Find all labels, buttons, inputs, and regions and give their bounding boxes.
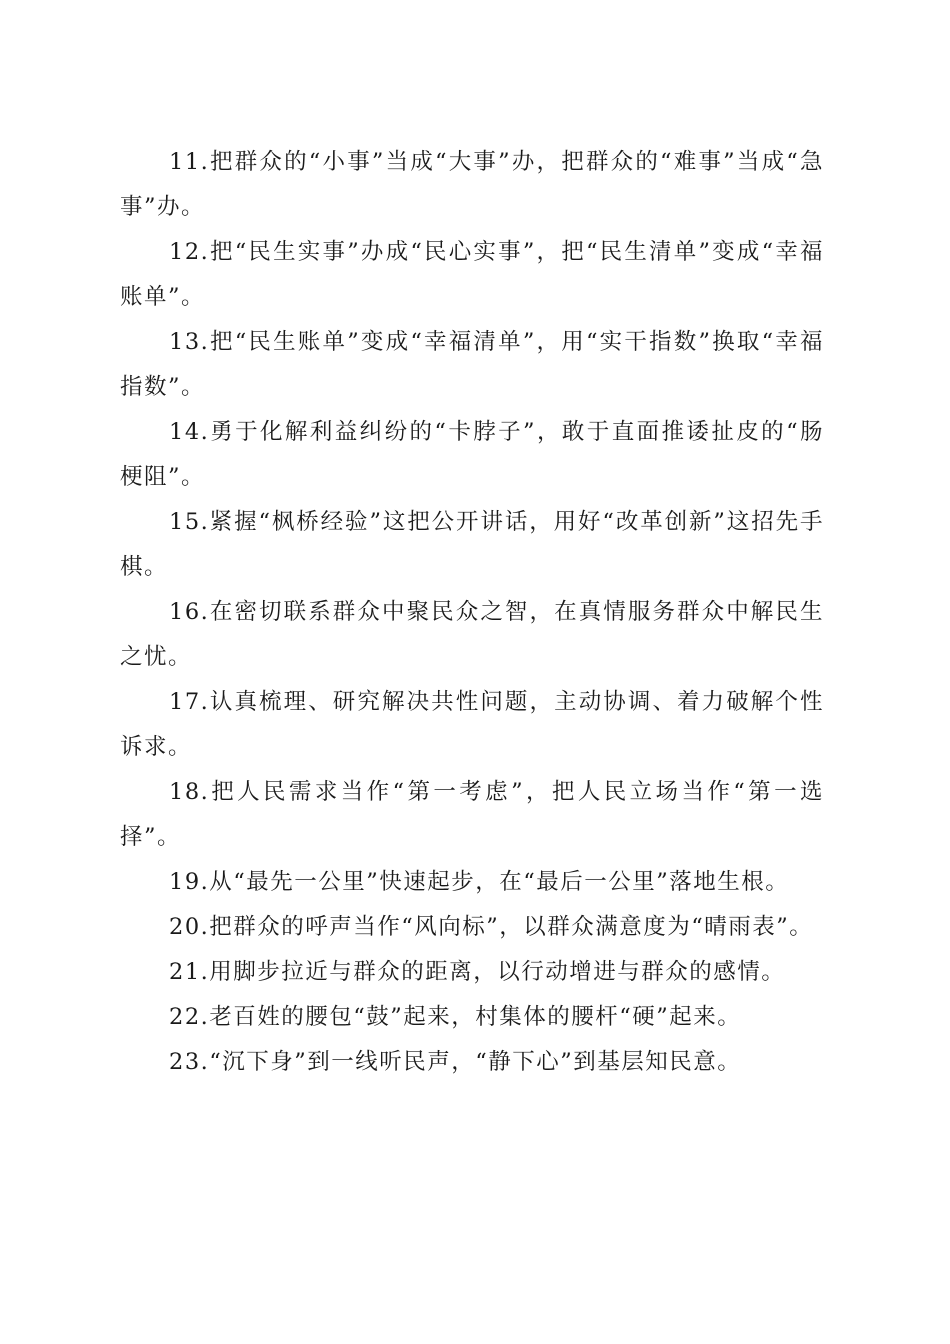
list-item-17: 17.认真梳理、研究解决共性问题，主动协调、着力破解个性诉求。 — [120, 689, 824, 760]
list-item-12: 12.把“民生实事”办成“民心实事”，把“民生清单”变成“幸福账单”。 — [120, 239, 824, 310]
list-item-21: 21.用脚步拉近与群众的距离，以行动增进与群众的感情。 — [169, 959, 786, 985]
list-item-14: 14.勇于化解利益纠纷的“卡脖子”，敢于直面推诿扯皮的“肠梗阻”。 — [120, 419, 824, 490]
list-item-18: 18.把人民需求当作“第一考虑”，把人民立场当作“第一选择”。 — [120, 779, 824, 850]
document-body — [120, 140, 824, 1085]
list-item-23: 23.“沉下身”到一线听民声，“静下心”到基层知民意。 — [169, 1049, 742, 1075]
list-item-22: 22.老百姓的腰包“鼓”起来，村集体的腰杆“硬”起来。 — [169, 1004, 742, 1030]
list-item-20: 20.把群众的呼声当作“风向标”，以群众满意度为“晴雨表”。 — [169, 914, 814, 940]
list-item-19: 19.从“最先一公里”快速起步，在“最后一公里”落地生根。 — [169, 869, 790, 895]
list-item-15: 15.紧握“枫桥经验”这把公开讲话，用好“改革创新”这招先手棋。 — [120, 509, 824, 580]
list-item-16: 16.在密切联系群众中聚民众之智，在真情服务群众中解民生之忧。 — [120, 599, 824, 670]
list-item-13: 13.把“民生账单”变成“幸福清单”，用“实干指数”换取“幸福指数”。 — [120, 329, 824, 400]
list-item-11: 11.把群众的“小事”当成“大事”办，把群众的“难事”当成“急事”办。 — [120, 149, 824, 220]
